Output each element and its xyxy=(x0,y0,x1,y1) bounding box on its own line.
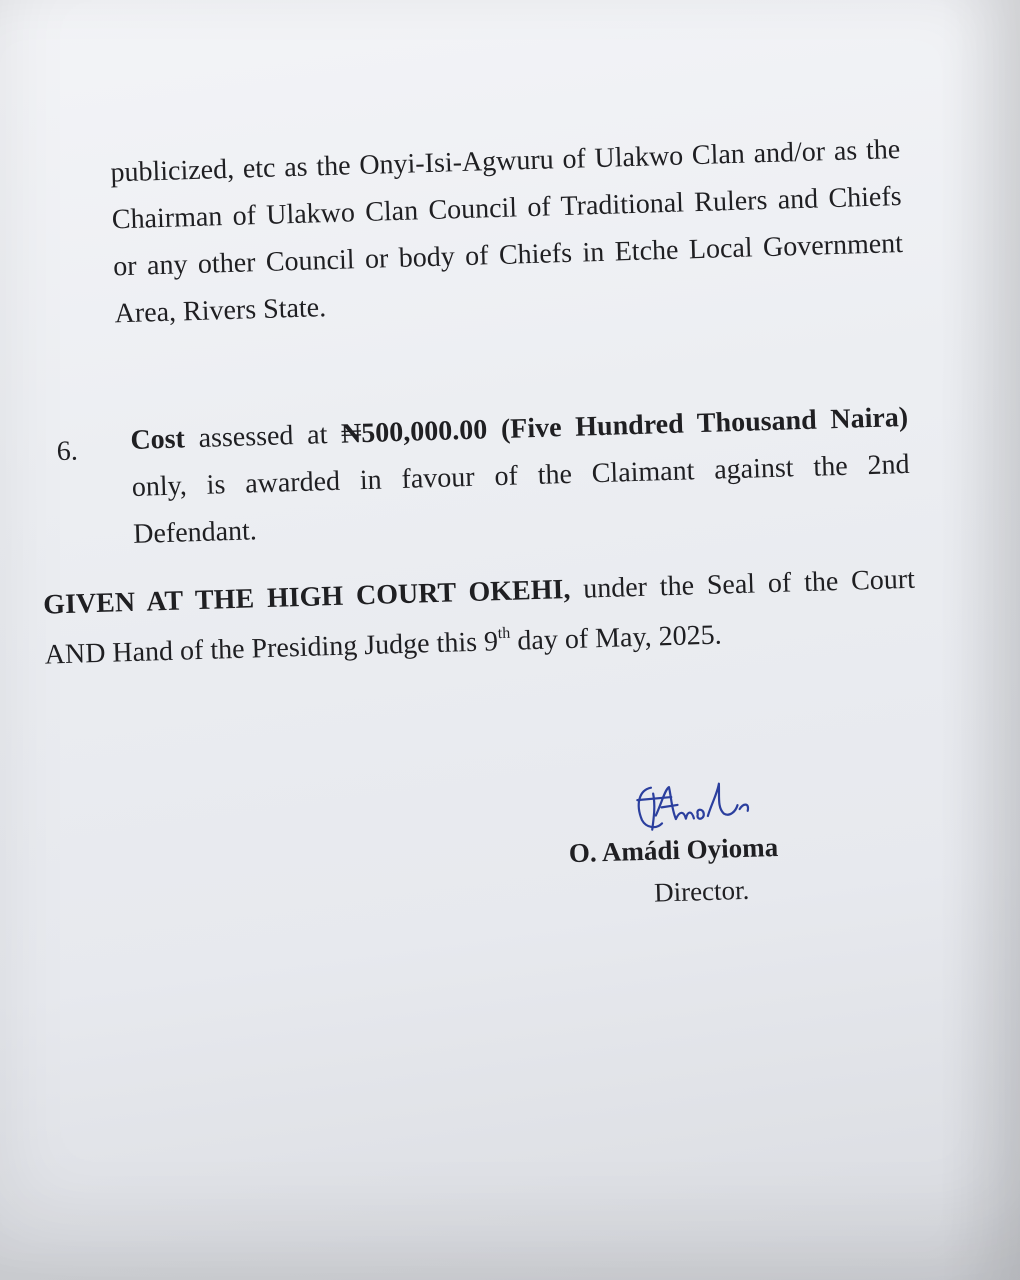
handwritten-signature xyxy=(631,772,773,836)
cost-amount: ₦500,000.00 (Five Hundred Thousand Naira) xyxy=(340,401,909,450)
given-court-heading: GIVEN AT THE HIGH COURT OKEHI, xyxy=(42,573,571,621)
cost-award-paragraph xyxy=(130,394,912,558)
continued-paragraph: publicized, etc as the Onyi-Isi-Agwuru of Ulakwo Clan and/or as the Chairman of Ulakwo Clan Council of Traditional Rulers and Chiefs or any other Council or body of Chiefs in Etche Local Government Area, Rivers State. xyxy=(110,134,904,330)
signer-name: O. Amádi Oyioma xyxy=(568,831,779,869)
cost-text-1: assessed at xyxy=(184,418,342,455)
cost-label: Cost xyxy=(129,423,186,456)
given-text-2: day of May, 2025. xyxy=(509,619,723,657)
item-number: 6. xyxy=(56,435,79,468)
cost-text-2: only, is awarded in favour of the Claimant against the 2nd Defendant. xyxy=(131,448,910,550)
signer-title: Director. xyxy=(653,874,750,908)
given-clause xyxy=(43,555,918,681)
ordinal-suffix: th xyxy=(497,624,511,643)
given-text-1: under the Seal of the Court AND Hand of the Presiding Judge this 9 xyxy=(44,563,916,671)
